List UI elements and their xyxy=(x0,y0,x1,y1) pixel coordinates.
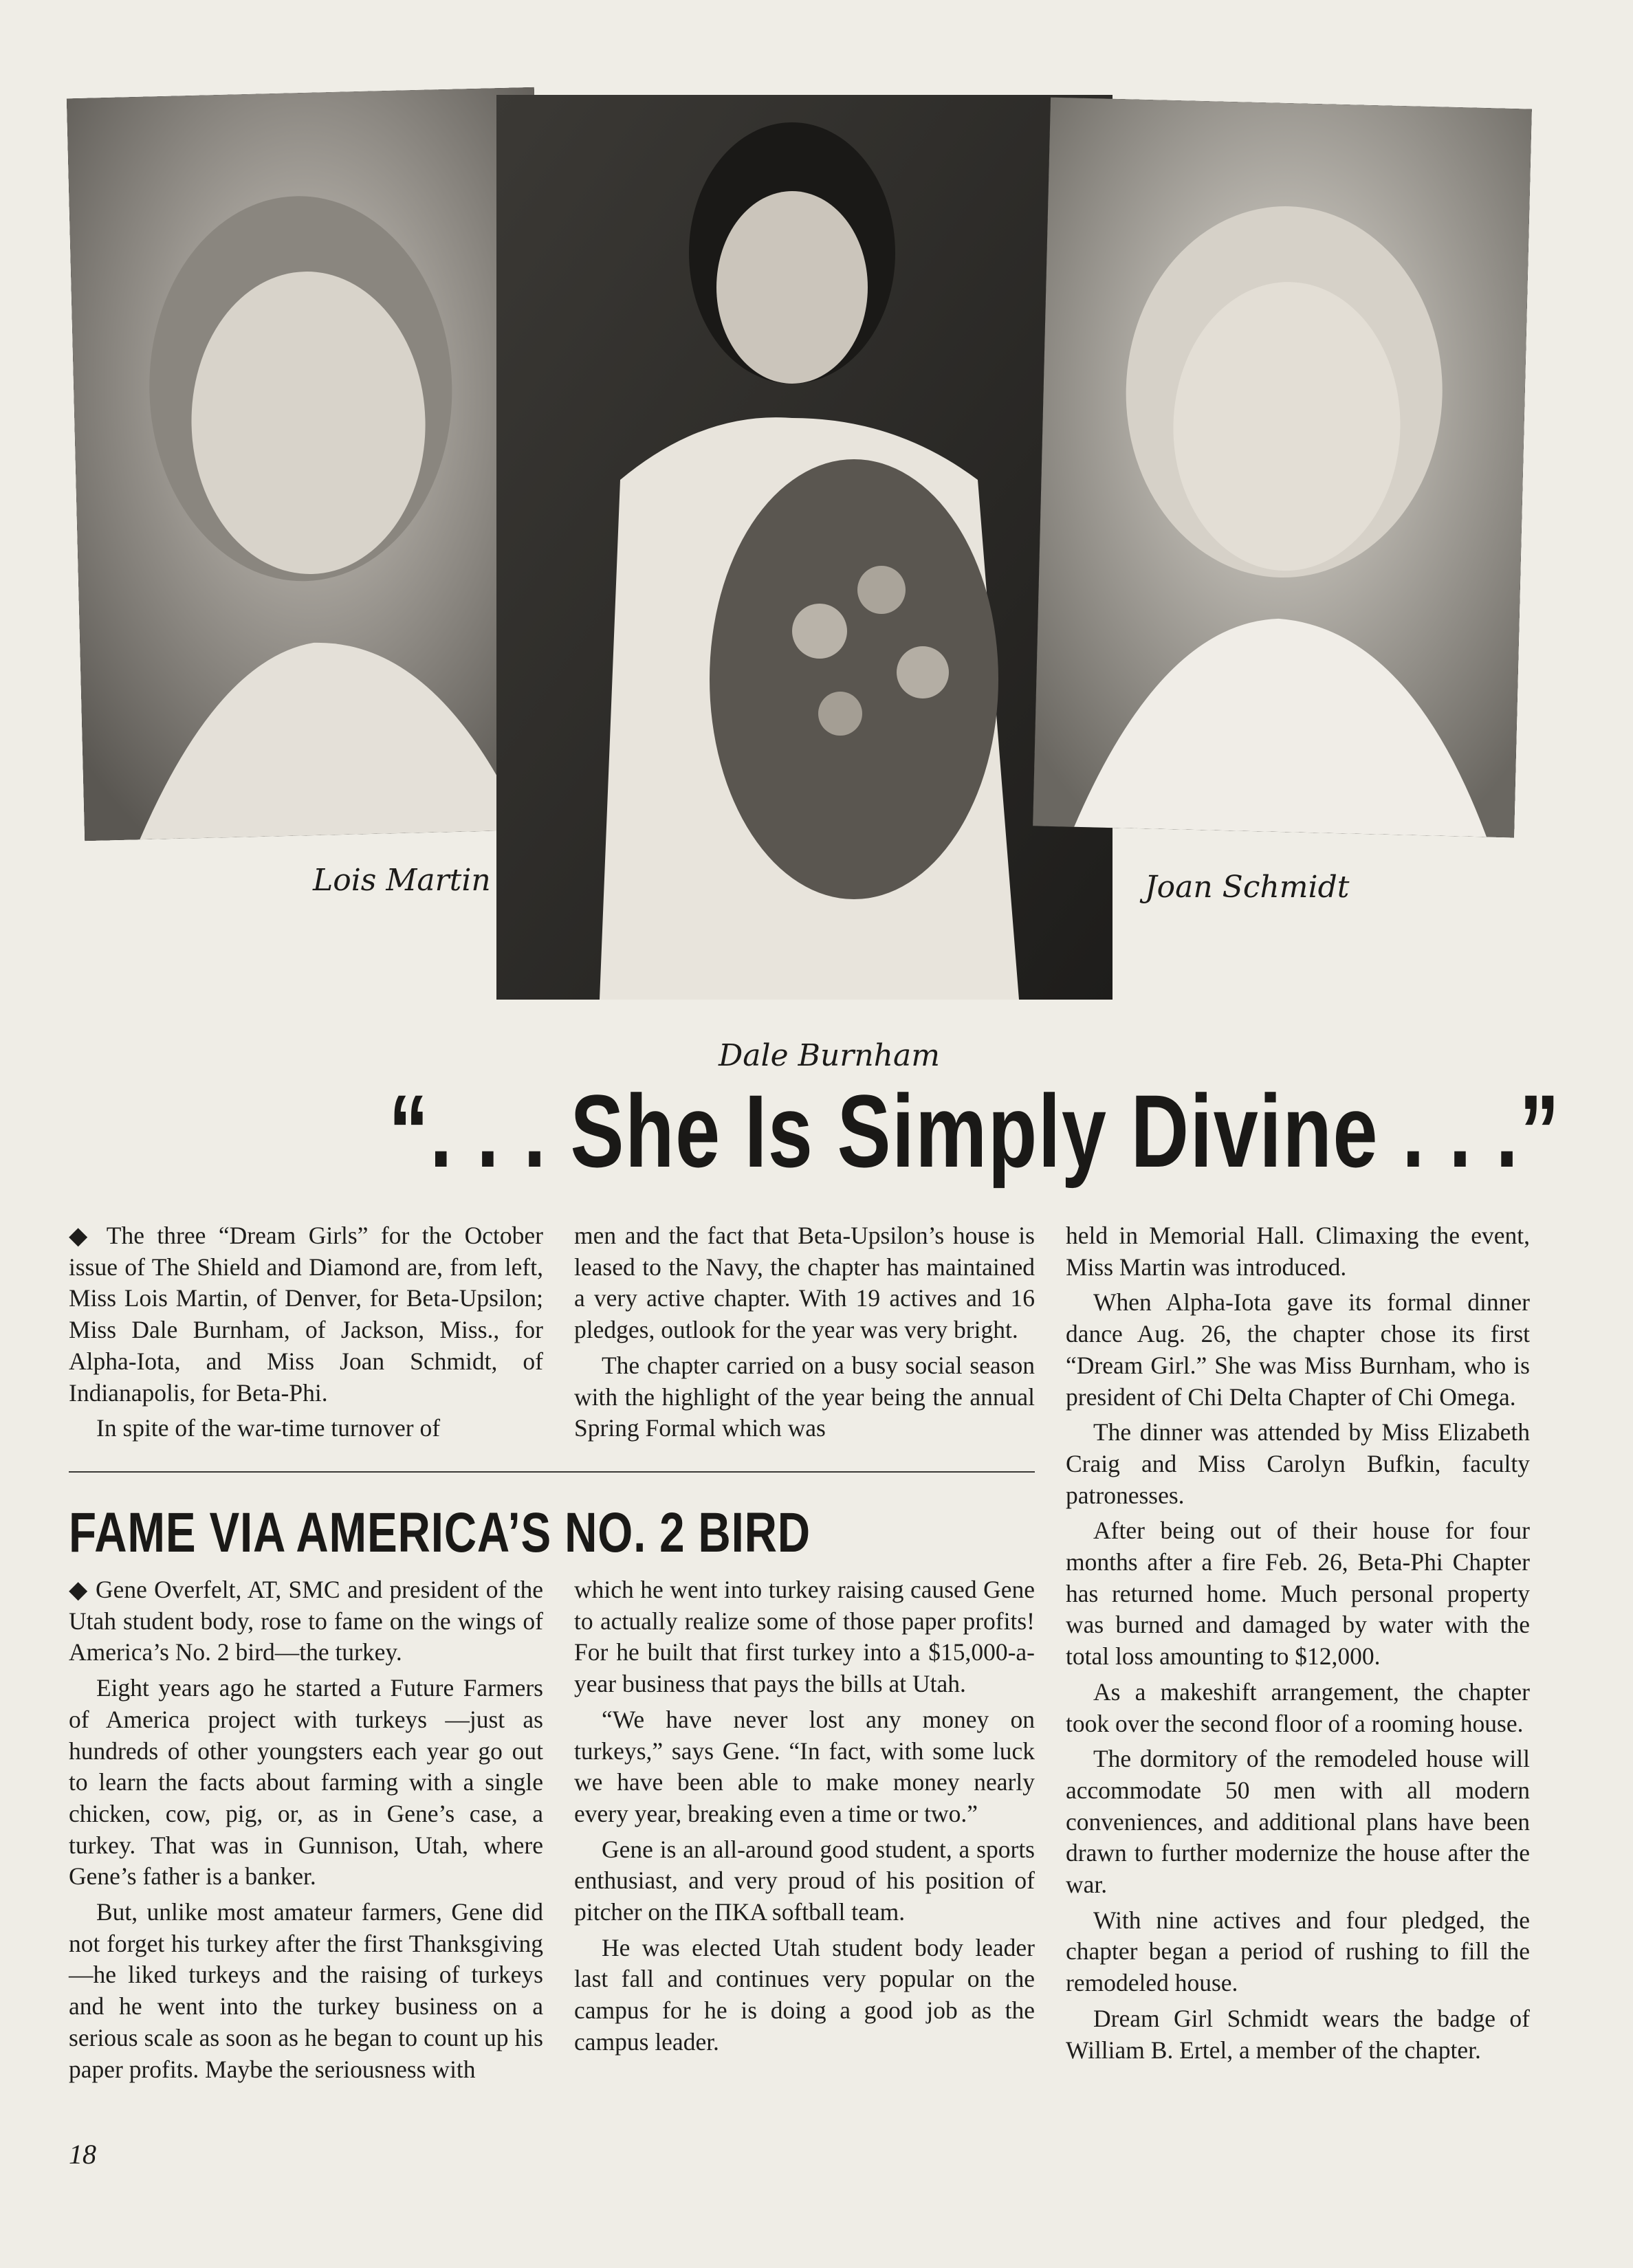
portrait-icon xyxy=(496,95,1113,1000)
paragraph: “We have never lost any money on turkeys,” says Gene. “In fact, with some luck we have been able to make money nearly every year, breaking even a time or two.” xyxy=(574,1705,1035,1827)
paragraph: In spite of the war-time turnover of xyxy=(96,1414,441,1442)
paragraph: men and the fact that Beta-Upsilon’s house is leased to the Navy, the chapter has maintained a very active chapter. With 19 actives and 16 pledges, outlook for the year was very bright. xyxy=(574,1222,1035,1344)
article2-column-2 xyxy=(574,1574,1035,2062)
paragraph: But, unlike most amateur farmers, Gene did not forget his turkey after the first Thanksgiving—he liked turkeys and the raising of turkeys and he went into the turkey business on a serious scale as soon as he began to count up his paper profits. Maybe the seriousness with xyxy=(69,1898,543,2083)
paragraph: With nine actives and four pledged, the chapter began a period of rushing to fill the remodeled house. xyxy=(1066,1906,1530,1997)
article-headline: “. . . She Is Simply Divine . . .” xyxy=(388,1073,1561,1189)
paragraph: The chapter carried on a busy social season with the highlight of the year being the annual Spring Formal which was xyxy=(574,1351,1035,1442)
paragraph: Eight years ago he started a Future Farmers of America project with turkeys —just as hundreds of other youngsters each year go out to learn the facts about farming with a single chicken, cow, pig, or, as in Gene’s case, a turkey. That was in Gunnison, Utah, where Gene’s father is a banker. xyxy=(69,1674,543,1891)
paragraph: held in Memorial Hall. Climaxing the event, Miss Martin was introduced. xyxy=(1066,1222,1530,1281)
photo-lois-martin xyxy=(67,87,552,841)
caption-joan-schmidt: Joan Schmidt xyxy=(1145,870,1350,905)
article1-column-2 xyxy=(574,1220,1035,1449)
paragraph: Gene is an all-around good student, a sports enthusiast, and very proud of his position of pitcher on the ΠKA softball team. xyxy=(574,1835,1035,1926)
caption-dale-burnham: Dale Burnham xyxy=(719,1038,940,1073)
article1-column-3 xyxy=(1066,1220,1530,2070)
photo-joan-schmidt xyxy=(1033,98,1532,838)
caption-lois-martin: Lois Martin xyxy=(313,863,491,898)
portrait-icon xyxy=(1033,98,1532,838)
photo-dale-burnham xyxy=(496,95,1113,1000)
paragraph: which he went into turkey raising caused Gene to actually realize some of those paper profits! For he built that first turkey into a $15,000-a-year business that pays the bills at Utah. xyxy=(574,1576,1035,1698)
paragraph: He was elected Utah student body leader last fall and continues very popular on the campus for he is doing a good job as the campus leader. xyxy=(574,1933,1035,2056)
paragraph: ◆ Gene Overfelt, AT, SMC and president of the Utah student body, rose to fame on the wings of America’s No. 2 bird—the turkey. xyxy=(69,1576,543,1666)
portrait-icon xyxy=(67,87,552,841)
paragraph: The dinner was attended by Miss Elizabeth Craig and Miss Carolyn Bufkin, faculty patronesses. xyxy=(1066,1418,1530,1509)
article2-headline: FAME VIA AMERICA’S NO. 2 BIRD xyxy=(69,1501,811,1564)
section-divider xyxy=(69,1471,1035,1473)
paragraph: When Alpha-Iota gave its formal dinner dance Aug. 26, the chapter chose its first “Dream Girl.” She was Miss Burnham, who is president of Chi Delta Chapter of Chi Omega. xyxy=(1066,1288,1530,1411)
paragraph: Dream Girl Schmidt wears the badge of William B. Ertel, a member of the chapter. xyxy=(1066,2004,1530,2064)
article1-column-1 xyxy=(69,1220,543,1449)
paragraph: As a makeshift arrangement, the chapter took over the second floor of a rooming house. xyxy=(1066,1677,1530,1737)
paragraph: The dormitory of the remodeled house will accommodate 50 men with all modern conveniences, and additional plans have been drawn to further modernize the house after the war. xyxy=(1066,1745,1530,1899)
paragraph: ◆ The three “Dream Girls” for the October issue of The Shield and Diamond are, from left, Miss Lois Martin, of Denver, for Beta-Upsilon; Miss Dale Burnham, of Jackson, Miss., for Alpha-Iota, and Miss Joan Schmidt, of Indianapolis, for Beta-Phi. xyxy=(69,1222,543,1407)
paragraph: After being out of their house for four months after a fire Feb. 26, Beta-Phi Chapter has returned home. Much personal property was burned and damaged by water with the total loss amounting to $12,000. xyxy=(1066,1517,1530,1671)
article2-column-1 xyxy=(69,1574,543,2089)
page-number: 18 xyxy=(69,2139,96,2170)
